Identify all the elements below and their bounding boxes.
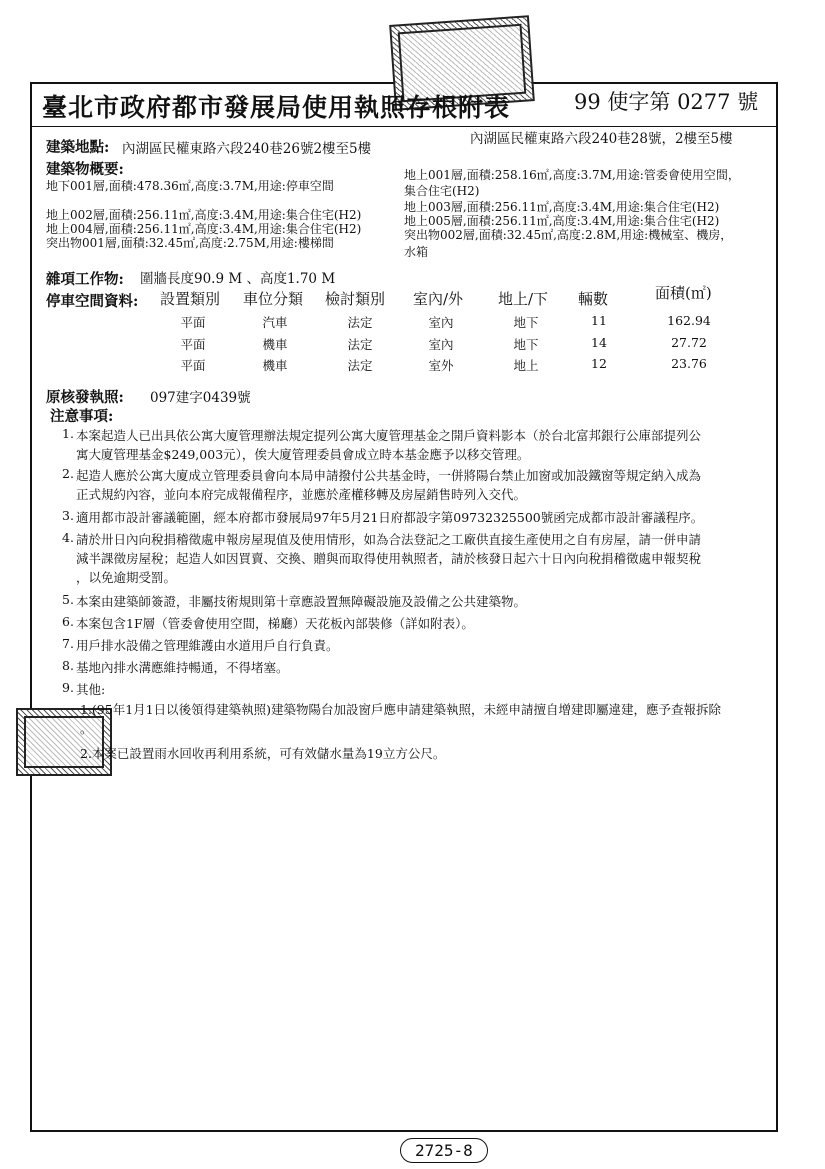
overview-label: 建築物概要: [46, 161, 124, 178]
footer-stamp-number: 2725-8 [400, 1138, 488, 1163]
overview-right-0: 地上001層,面積:258.16㎡,高度:3.7M,用途:管委會使用空間， [404, 168, 740, 182]
parking-cell: 27.72 [671, 335, 707, 350]
parking-cell: 室外 [428, 358, 454, 373]
parking-cell: 法定 [347, 315, 373, 330]
parking-header-count: 輛數 [578, 290, 609, 308]
permit-number: 99 使字第 0277 號 [574, 90, 759, 114]
parking-header-indoor: 室內/外 [413, 290, 464, 308]
parking-cell: 機車 [262, 337, 288, 352]
parking-cell: 平面 [180, 337, 206, 352]
parking-cell: 平面 [180, 315, 206, 330]
overview-left-3: 突出物001層,面積:32.45㎡,高度:2.75M,用途:樓梯間 [46, 236, 334, 250]
overview-right-1: 集合住宅(H2) [404, 184, 480, 198]
parking-header-review: 檢討類別 [325, 290, 386, 308]
note-other-2: 2.本案已設置雨水回收再利用系統，可有效儲水量為19立方公尺。 [80, 746, 446, 761]
misc-works-value: 圍牆長度90.9 M 、高度1.70 M [140, 271, 336, 287]
parking-cell: 法定 [347, 358, 373, 373]
parking-cell: 汽車 [262, 315, 288, 330]
notes-label: 注意事項: [50, 408, 114, 425]
overview-right-3: 地上005層,面積:256.11㎡,高度:3.4M,用途:集合住宅(H2) [404, 214, 720, 228]
overview-right-2: 地上003層,面積:256.11㎡,高度:3.4M,用途:集合住宅(H2) [404, 200, 720, 214]
page-title: 臺北市政府都市發展局使用執照存根附表 [42, 93, 511, 122]
parking-cell: 機車 [262, 358, 288, 373]
parking-cell: 11 [591, 313, 607, 328]
site-address: 內湖區民權東路六段240巷26號2樓至5樓 [122, 141, 372, 157]
parking-cell: 室內 [428, 315, 454, 330]
site-address-note: 內湖區民權東路六段240巷28號，2樓至5樓 [470, 131, 733, 147]
parking-cell: 162.94 [667, 313, 711, 328]
overview-left-0: 地下001層,面積:478.36㎡,高度:3.7M,用途:停車空間 [46, 179, 334, 193]
parking-cell: 室內 [428, 337, 454, 352]
overview-left-1: 地上002層,面積:256.11㎡,高度:3.4M,用途:集合住宅(H2) [46, 208, 362, 222]
parking-header-type: 車位分類 [243, 290, 304, 308]
overview-right-4: 突出物002層,面積:32.45㎡,高度:2.8M,用途:機械室、機房， [404, 228, 733, 242]
parking-cell: 地下 [513, 337, 539, 352]
original-permit-value: 097建字0439號 [150, 390, 251, 406]
overview-left-2: 地上004層,面積:256.11㎡,高度:3.4M,用途:集合住宅(H2) [46, 222, 362, 236]
original-permit-label: 原核發執照: [46, 389, 124, 406]
parking-cell: 平面 [180, 358, 206, 373]
parking-cell: 23.76 [671, 356, 707, 371]
parking-label: 停車空間資料: [46, 293, 139, 310]
parking-header-setting: 設置類別 [160, 290, 221, 308]
overview-right-5: 水箱 [404, 245, 429, 259]
site-label: 建築地點: [46, 139, 110, 156]
misc-works-label: 雜項工作物: [46, 271, 124, 288]
note-other-1: 1.(95年1月1日以後領得建築執照)建築物陽台加設窗戶應申請建築執照，未經申請擅自增建即屬違建，應予查報拆除 。 [80, 702, 721, 736]
parking-cell: 12 [591, 356, 607, 371]
parking-cell: 14 [591, 335, 607, 350]
parking-cell: 地下 [513, 315, 539, 330]
parking-header-level: 地上/下 [498, 290, 549, 308]
parking-cell: 地上 [513, 358, 539, 373]
parking-cell: 法定 [347, 337, 373, 352]
parking-header-area: 面積(㎡) [655, 284, 712, 302]
